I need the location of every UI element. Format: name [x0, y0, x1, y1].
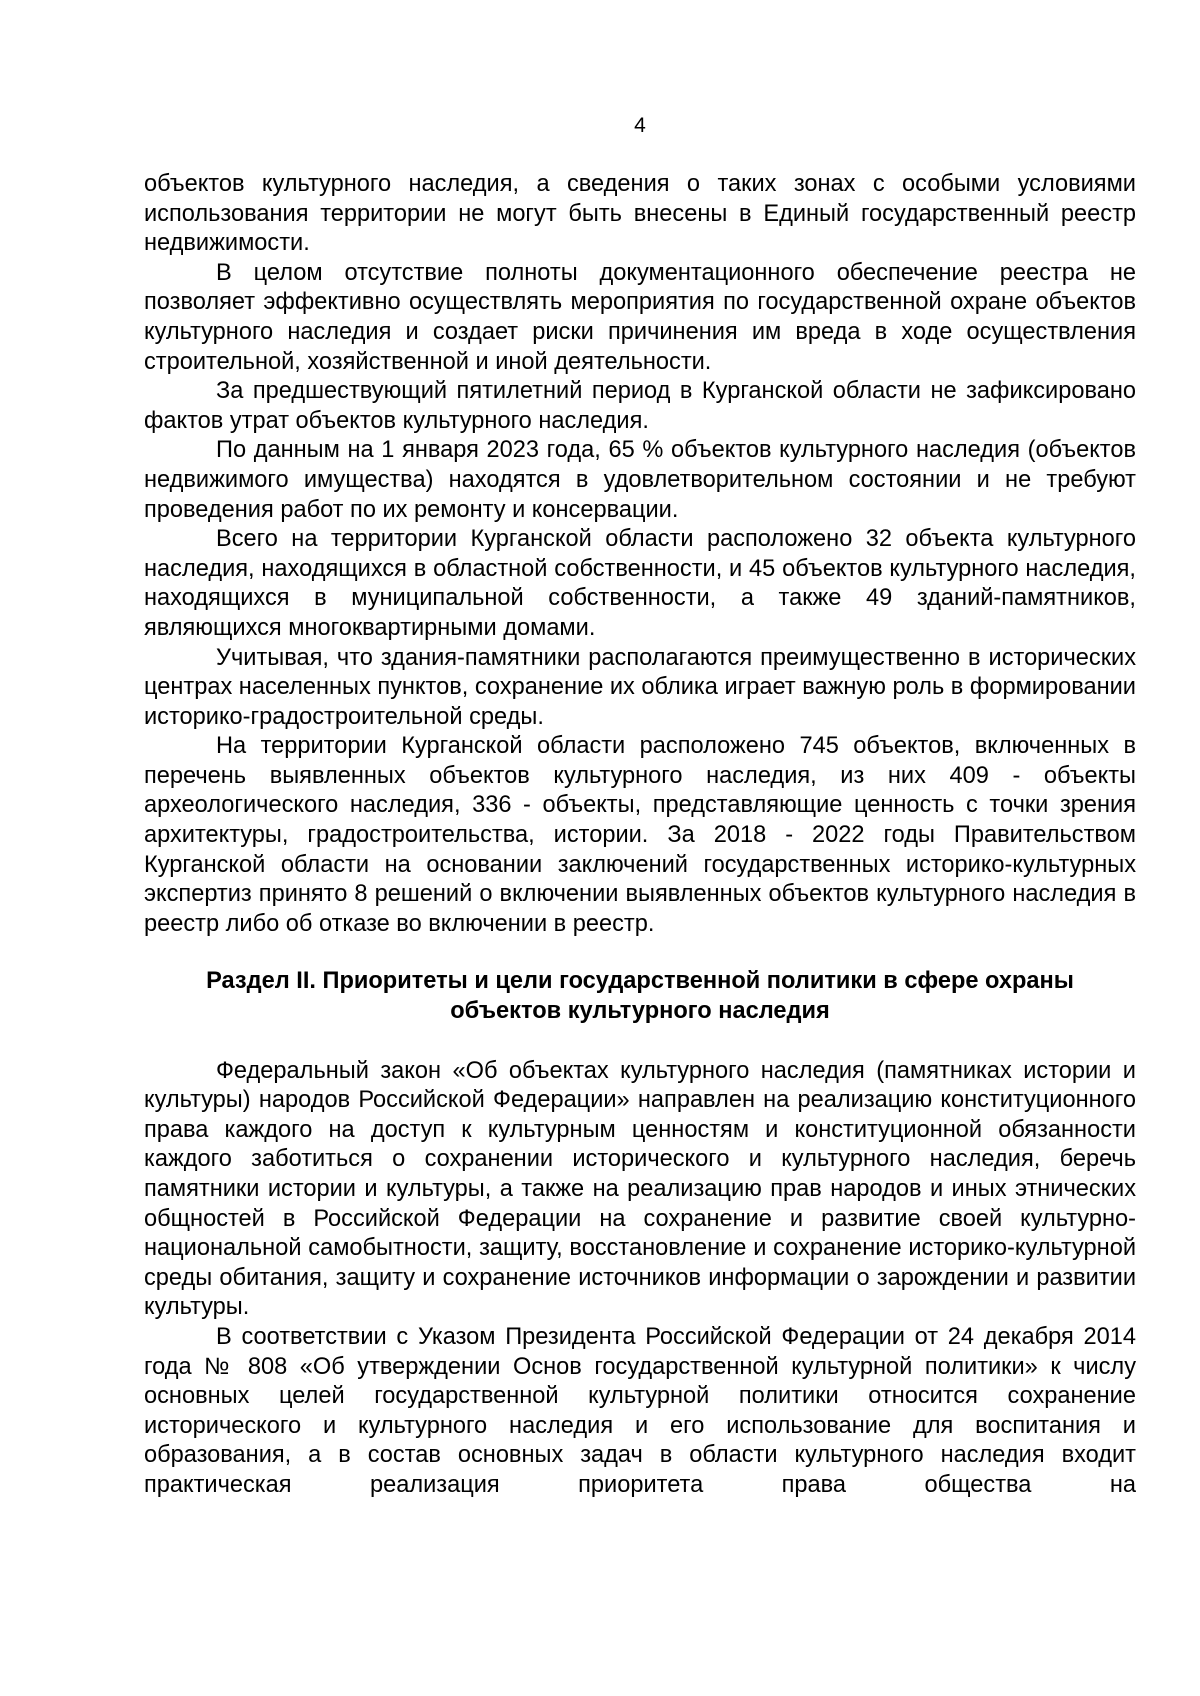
paragraph: Учитывая, что здания-памятники располагаются преимущественно в исторических центрах населенных пунктов, сохранение их облика играет важную роль в формировании историко-градостроительной среды.	[144, 644, 1136, 730]
paragraph: Федеральный закон «Об объектах культурного наследия (памятниках истории и культуры) народов Российской Федерации» направлен на реализацию конституционного права каждого на доступ к культурным ценностям и конституционной обязанности каждого заботиться о сохранении исторического и культурного наследия, беречь памятники истории и культуры, а также на реализацию прав народов и иных этнических общностей в Российской Федерации на сохранение и развитие своей культурно-национальной самобытности, защиту, восстановление и сохранение историко-культурной среды обитания, защиту и сохранение источников информации о зарождении и развитии культуры.	[144, 1057, 1136, 1321]
section-heading	[144, 967, 1136, 1026]
paragraph-continues-next-page: В соответствии с Указом Президента Российской Федерации от 24 декабря 2014 года № 808 «Об утверждении Основ государственной культурной политики» к числу основных целей государственной культурной политики относится сохранение исторического и культурного наследия и его использование для воспитания и образования, а в состав основных задач в области культурного наследия входит практическая реализация приоритета права общества на	[144, 1323, 1136, 1498]
section-heading-line-2: объектов культурного наследия	[450, 998, 830, 1025]
section-heading-line-1: Раздел II. Приоритеты и цели государственной политики в сфере охраны	[206, 968, 1074, 995]
document-page	[144, 0, 1136, 1696]
paragraph: Всего на территории Курганской области расположено 32 объекта культурного наследия, находящихся в областной собственности, и 45 объектов культурного наследия, находящихся в муниципальной собственности, а также 49 зданий-памятников, являющихся многоквартирными домами.	[144, 526, 1136, 641]
paragraph-continuation: объектов культурного наследия, а сведения о таких зонах с особыми условиями использования территории не могут быть внесены в Единый государственный реестр недвижимости.	[144, 171, 1136, 257]
paragraph: На территории Курганской области расположено 745 объектов, включенных в перечень выявленных объектов культурного наследия, из них 409 - объекты археологического наследия, 336 - объекты, представляющие ценность с точки зрения архитектуры, градостроительства, истории. За 2018 - 2022 годы Правительством Курганской области на основании заключений государственных историко-культурных экспертиз принято 8 решений о включении выявленных объектов культурного наследия в реестр либо об отказе во включении в реестр.	[144, 733, 1136, 937]
page-number: 4	[634, 114, 646, 137]
paragraph: В целом отсутствие полноты документационного обеспечение реестра не позволяет эффективно осуществлять мероприятия по государственной охране объектов культурного наследия и создает риски причинения им вреда в ходе осуществления строительной, хозяйственной и иной деятельности.	[144, 259, 1136, 375]
paragraph: За предшествующий пятилетний период в Курганской области не зафиксировано фактов утрат объектов культурного наследия.	[144, 378, 1136, 434]
paragraph: По данным на 1 января 2023 года, 65 % объектов культурного наследия (объектов недвижимого имущества) находятся в удовлетворительном состоянии и не требуют проведения работ по их ремонту и консервации.	[144, 437, 1136, 523]
document-body	[144, 170, 1136, 1501]
